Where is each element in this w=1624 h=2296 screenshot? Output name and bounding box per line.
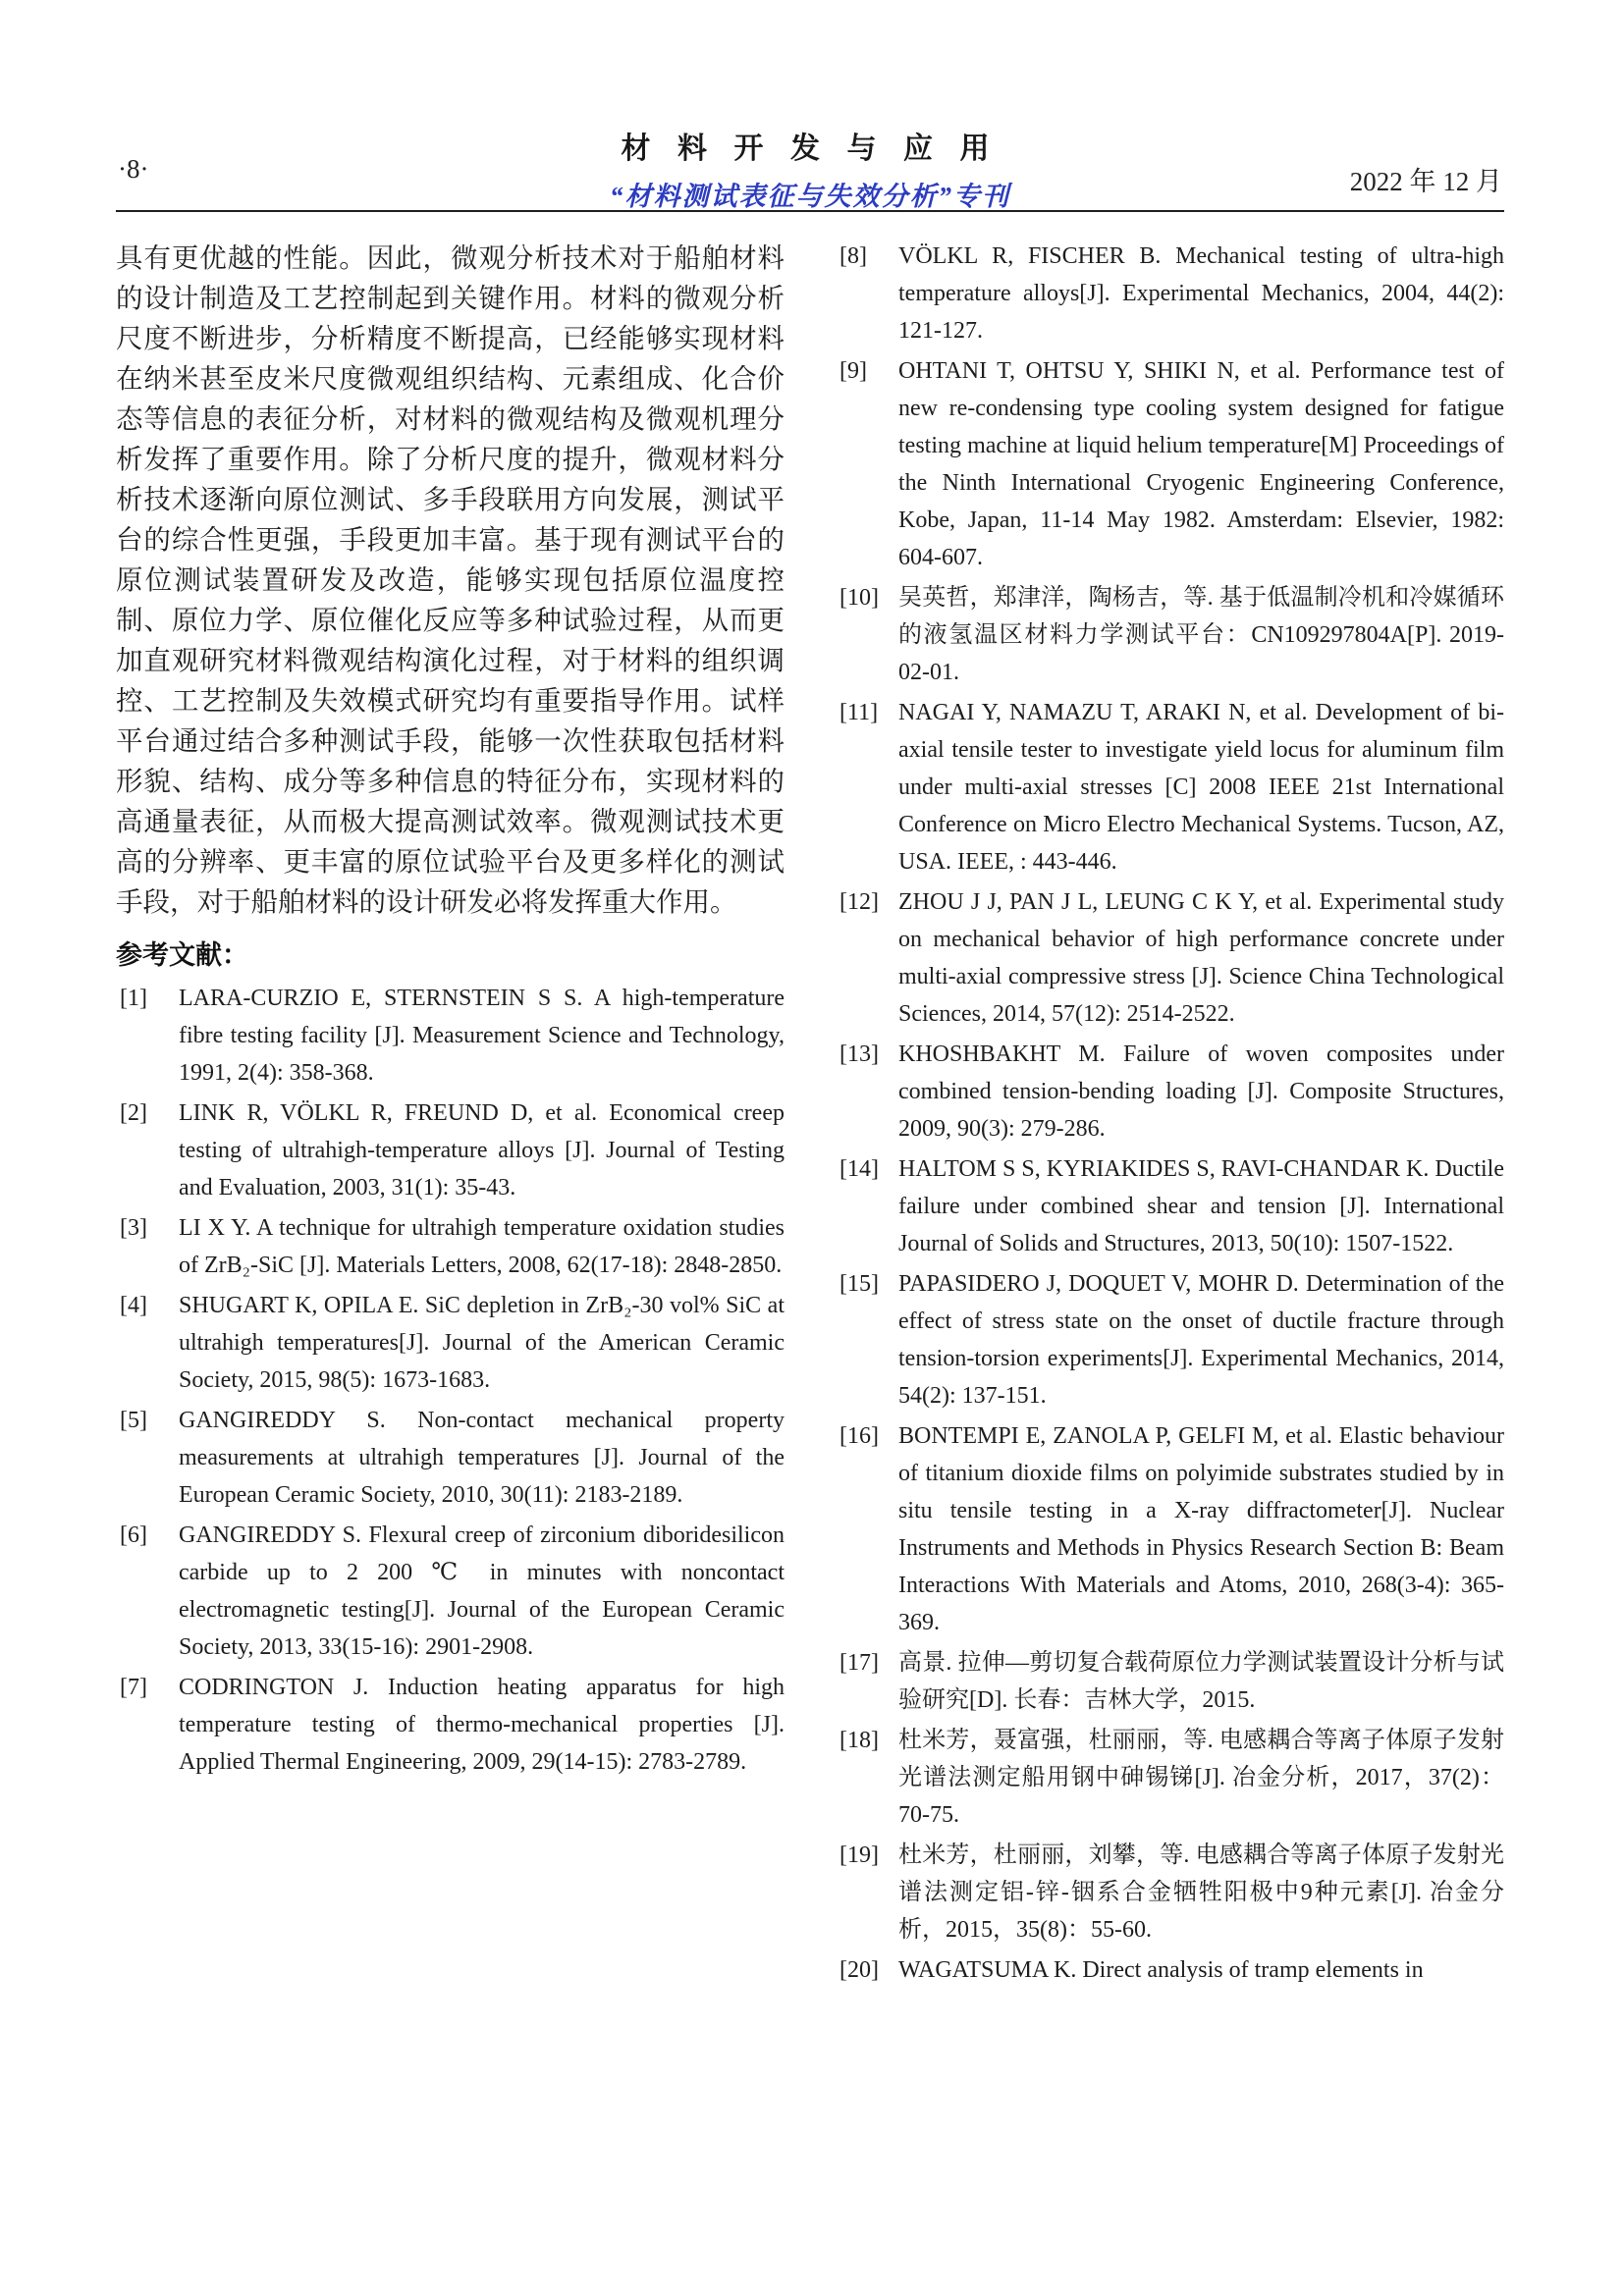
reference-text: OHTANI T, OHTSU Y, SHIKI N, et al. Performance test of new re-condensing type cooling system designed for fatigue testing machine at liquid helium temperature[M] Proceedings of the Ninth International Cryogenic Engineering Conference, Kobe, Japan, 11-14 May 1982. Amsterdam: Elsevier, 1982: 604-607. [898, 358, 1504, 570]
reference-item [836, 1265, 1504, 1415]
reference-item [836, 1417, 1504, 1641]
journal-title: 材 料 开 发 与 应 用 [621, 133, 1000, 165]
reference-text: ZHOU J J, PAN J L, LEUNG C K Y, et al. Experimental study on mechanical behavior of high performance concrete under multi-axial compressive stress [J]. Science China Technological Sciences, 2014, 57(12): 2514-2522. [898, 889, 1504, 1027]
reference-text: WAGATSUMA K. Direct analysis of tramp elements in [898, 1957, 1424, 1983]
reference-text: VÖLKL R, FISCHER B. Mechanical testing of ultra-high temperature alloys[J]. Experimental Mechanics, 2004, 44(2): 121-127. [898, 243, 1504, 344]
reference-item [836, 238, 1504, 349]
reference-number: [10] [839, 585, 879, 611]
reference-text: KHOSHBAKHT M. Failure of woven composites under combined tension-bending loading [J]. Composite Structures, 2009, 90(3): 279-286. [898, 1041, 1504, 1142]
reference-item [836, 1951, 1504, 1989]
reference-number: [16] [839, 1423, 879, 1449]
reference-item [836, 694, 1504, 881]
reference-text: BONTEMPI E, ZANOLA P, GELFI M, et al. Elastic behaviour of titanium dioxide films on polyimide substrates studied by in situ tensile testing in a X-ray diffractometer[J]. Nuclear Instruments and Methods in Physics Research Section B: Beam Interactions With Materials and Atoms, 2010, 268(3-4): 365-369. [898, 1423, 1504, 1635]
reference-text: 吴英哲，郑津洋，陶杨吉，等. 基于低温制冷机和冷媒循环的液氢温区材料力学测试平台：CN109297804A[P]. 2019-02-01. [898, 585, 1504, 685]
reference-text: GANGIREDDY S. Flexural creep of zirconium diboridesilicon carbide up to 2 200 ℃ in minutes with noncontact electromagnetic testing[J]. Journal of the European Ceramic Society, 2013, 33(15-16): 2901-2908. [179, 1522, 785, 1660]
reference-item [836, 352, 1504, 576]
reference-number: [14] [839, 1156, 879, 1182]
page-number: ·8· [118, 154, 149, 184]
issue-date: 2022 年 12 月 [1349, 167, 1502, 196]
reference-number: [20] [839, 1957, 879, 1983]
right-column [836, 238, 1504, 1992]
reference-item [116, 1402, 785, 1514]
reference-text: CODRINGTON J. Induction heating apparatus for high temperature testing of thermo-mechanical properties [J]. Applied Thermal Engineering, 2009, 29(14-15): 2783-2789. [179, 1675, 785, 1775]
reference-number: [15] [839, 1271, 879, 1297]
two-column-layout [116, 238, 1504, 1992]
reference-text: 高景. 拉伸—剪切复合载荷原位力学测试装置设计分析与试验研究[D]. 长春：吉林大学，2015. [898, 1650, 1504, 1713]
reference-number: [19] [839, 1842, 879, 1868]
reference-text: 杜米芳，聂富强，杜丽丽，等. 电感耦合等离子体原子发射光谱法测定船用钢中砷锡锑[J]. 冶金分析，2017，37(2)：70-75. [898, 1728, 1504, 1828]
reference-item [116, 1669, 785, 1781]
reference-item [836, 1036, 1504, 1148]
body-paragraph: 具有更优越的性能。因此，微观分析技术对于船舶材料的设计制造及工艺控制起到关键作用。材料的微观分析尺度不断进步，分析精度不断提高，已经能够实现材料在纳米甚至皮米尺度微观组织结构、元素组成、化合价态等信息的表征分析，对材料的微观结构及微观机理分析发挥了重要作用。除了分析尺度的提升，微观材料分析技术逐渐向原位测试、多手段联用方向发展，测试平台的综合性更强，手段更加丰富。基于现有测试平台的原位测试装置研发及改造，能够实现包括原位温度控制、原位力学、原位催化反应等多种试验过程，从而更加直观研究材料微观结构演化过程，对于材料的组织调控、工艺控制及失效模式研究均有重要指导作用。试样平台通过结合多种测试手段，能够一次性获取包括材料形貌、结构、成分等多种信息的特征分布，实现材料的高通量表征，从而极大提高测试效率。微观测试技术更高的分辨率、更丰富的原位试验平台及更多样化的测试手段，对于船舶材料的设计研发必将发挥重大作用。 [116, 242, 785, 917]
reference-item [836, 883, 1504, 1033]
reference-item [836, 1150, 1504, 1262]
reference-text: 杜米芳，杜丽丽，刘攀，等. 电感耦合等离子体原子发射光谱法测定铝-锌-铟系合金牺牲阳极中9种元素[J]. 冶金分析，2015，35(8)：55-60. [898, 1842, 1504, 1943]
reference-number: [1] [120, 986, 147, 1011]
reference-number: [6] [120, 1522, 147, 1548]
reference-number: [3] [120, 1215, 147, 1241]
reference-number: [13] [839, 1041, 879, 1067]
reference-text: LINK R, VÖLKL R, FREUND D, et al. Economical creep testing of ultrahigh-temperature alloys [J]. Journal of Testing and Evaluation, 2003, 31(1): 35-43. [179, 1100, 785, 1201]
reference-number: [9] [839, 358, 867, 384]
reference-number: [12] [839, 889, 879, 915]
reference-number: [5] [120, 1408, 147, 1433]
reference-text: HALTOM S S, KYRIAKIDES S, RAVI-CHANDAR K. Ductile failure under combined shear and tension [J]. International Journal of Solids and Structures, 2013, 50(10): 1507-1522. [898, 1156, 1504, 1256]
references-list-left [116, 980, 785, 1781]
reference-number: [2] [120, 1100, 147, 1126]
reference-number: [4] [120, 1293, 147, 1318]
reference-item [836, 1644, 1504, 1719]
reference-item [116, 1209, 785, 1284]
special-issue-title: “材料测试表征与失效分析”专刊 [610, 182, 1010, 211]
reference-item [116, 980, 785, 1092]
reference-number: [11] [839, 700, 879, 725]
reference-item [116, 1095, 785, 1206]
reference-number: [7] [120, 1675, 147, 1700]
reference-item [836, 1837, 1504, 1949]
reference-text: NAGAI Y, NAMAZU T, ARAKI N, et al. Development of bi-axial tensile tester to investigate yield locus for aluminum film under multi-axial stresses [C] 2008 IEEE 21st International Conference on Micro Electro Mechanical Systems. Tucson, AZ, USA. IEEE, : 443-446. [898, 700, 1504, 875]
header-center [116, 124, 1504, 213]
reference-item [836, 1722, 1504, 1834]
reference-number: [17] [839, 1650, 879, 1676]
reference-text: LI X Y. A technique for ultrahigh temperature oxidation studies of ZrB₂-SiC [J]. Materials Letters, 2008, 62(17-18): 2848-2850. [179, 1215, 785, 1278]
reference-number: [8] [839, 243, 867, 269]
reference-text: GANGIREDDY S. Non-contact mechanical property measurements at ultrahigh temperatures [J]. Journal of the European Ceramic Society, 2010, 30(11): 2183-2189. [179, 1408, 785, 1508]
reference-number: [18] [839, 1728, 879, 1753]
left-column [116, 238, 785, 1992]
reference-item [836, 579, 1504, 691]
reference-text: PAPASIDERO J, DOQUET V, MOHR D. Determination of the effect of stress state on the onset of ductile fracture through tension-torsion experiments[J]. Experimental Mechanics, 2014, 54(2): 137-151. [898, 1271, 1504, 1409]
reference-item [116, 1517, 785, 1666]
page-header [116, 124, 1504, 211]
references-list-right [836, 238, 1504, 1989]
references-heading: 参考文献： [116, 940, 248, 970]
reference-text: SHUGART K, OPILA E. SiC depletion in ZrB₂-30 vol% SiC at ultrahigh temperatures[J]. Journal of the American Ceramic Society, 2015, 98(5): 1673-1683. [179, 1293, 785, 1393]
reference-item [116, 1287, 785, 1399]
reference-text: LARA-CURZIO E, STERNSTEIN S S. A high-temperature fibre testing facility [J]. Measurement Science and Technology, 1991, 2(4): 358-368. [179, 986, 785, 1086]
